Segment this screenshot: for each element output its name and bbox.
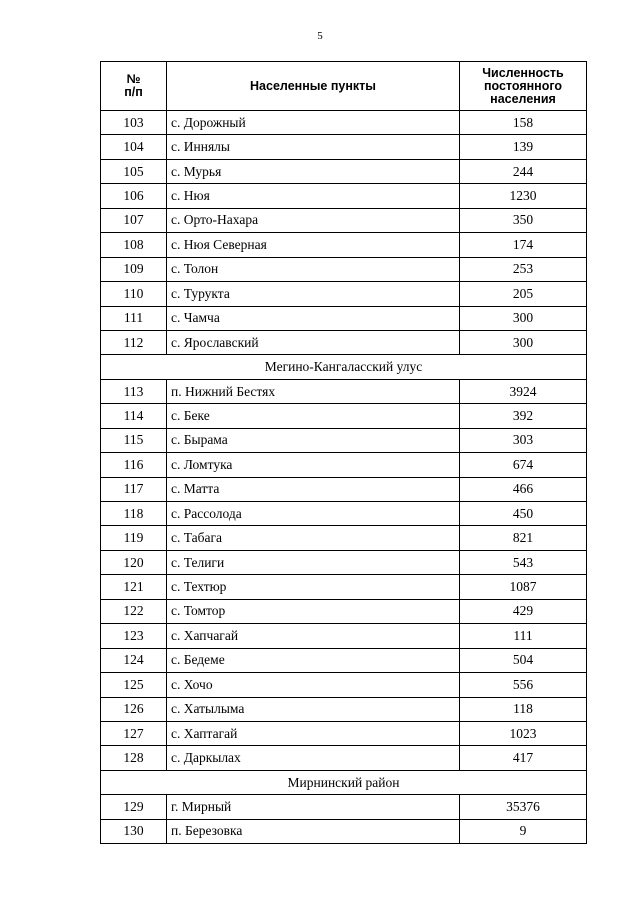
row-settlement: г. Мирный (167, 795, 460, 819)
row-settlement: с. Хапчагай (167, 624, 460, 648)
row-number: 106 (101, 184, 167, 208)
table-row (101, 453, 587, 477)
header-settlements: Населенные пункты (167, 62, 460, 111)
table-row (101, 208, 587, 232)
row-number: 115 (101, 428, 167, 452)
row-settlement: с. Телиги (167, 550, 460, 574)
row-number: 126 (101, 697, 167, 721)
row-population: 504 (460, 648, 587, 672)
row-number: 114 (101, 404, 167, 428)
row-settlement: с. Хочо (167, 673, 460, 697)
table-row (101, 282, 587, 306)
row-settlement: п. Березовка (167, 819, 460, 843)
row-settlement: с. Нюя (167, 184, 460, 208)
row-population: 205 (460, 282, 587, 306)
settlements-table (100, 61, 587, 844)
row-population: 556 (460, 673, 587, 697)
row-settlement: п. Нижний Бестях (167, 379, 460, 403)
row-settlement: с. Табага (167, 526, 460, 550)
row-settlement: с. Дорожный (167, 111, 460, 135)
row-settlement: с. Рассолода (167, 502, 460, 526)
table-row (101, 624, 587, 648)
row-settlement: с. Ярославский (167, 330, 460, 354)
row-number: 128 (101, 746, 167, 770)
table-row (101, 673, 587, 697)
row-number: 120 (101, 550, 167, 574)
row-population: 253 (460, 257, 587, 281)
row-settlement: с. Даркылах (167, 746, 460, 770)
row-number: 118 (101, 502, 167, 526)
section-title: Мегино-Кангаласский улус (101, 355, 587, 379)
row-number: 127 (101, 721, 167, 745)
table-row (101, 550, 587, 574)
table-body (101, 111, 587, 844)
row-settlement: с. Томтор (167, 599, 460, 623)
row-population: 139 (460, 135, 587, 159)
row-population: 303 (460, 428, 587, 452)
row-population: 429 (460, 599, 587, 623)
row-population: 350 (460, 208, 587, 232)
row-settlement: с. Чамча (167, 306, 460, 330)
section-header-row (101, 770, 587, 794)
row-settlement: с. Хатылыма (167, 697, 460, 721)
row-settlement: с. Турукта (167, 282, 460, 306)
row-population: 111 (460, 624, 587, 648)
row-settlement: с. Матта (167, 477, 460, 501)
row-population: 821 (460, 526, 587, 550)
table-row (101, 795, 587, 819)
header-number: № п/п (101, 62, 167, 111)
row-settlement: с. Нюя Северная (167, 233, 460, 257)
table-row (101, 648, 587, 672)
table-row (101, 306, 587, 330)
table-row (101, 159, 587, 183)
table-row (101, 819, 587, 843)
row-settlement: с. Техтюр (167, 575, 460, 599)
row-population: 450 (460, 502, 587, 526)
row-number: 104 (101, 135, 167, 159)
table-row (101, 721, 587, 745)
table-header-row (101, 62, 587, 111)
table-row (101, 233, 587, 257)
row-number: 103 (101, 111, 167, 135)
row-number: 111 (101, 306, 167, 330)
row-population: 9 (460, 819, 587, 843)
row-number: 117 (101, 477, 167, 501)
section-title: Мирнинский район (101, 770, 587, 794)
table-row (101, 697, 587, 721)
row-number: 119 (101, 526, 167, 550)
section-header-row (101, 355, 587, 379)
table-row (101, 111, 587, 135)
row-number: 105 (101, 159, 167, 183)
row-population: 1087 (460, 575, 587, 599)
row-number: 109 (101, 257, 167, 281)
row-population: 158 (460, 111, 587, 135)
row-population: 244 (460, 159, 587, 183)
table-row (101, 404, 587, 428)
row-population: 1230 (460, 184, 587, 208)
row-settlement: с. Иннялы (167, 135, 460, 159)
row-population: 674 (460, 453, 587, 477)
row-number: 112 (101, 330, 167, 354)
row-number: 123 (101, 624, 167, 648)
table-row (101, 599, 587, 623)
row-number: 125 (101, 673, 167, 697)
row-population: 466 (460, 477, 587, 501)
row-settlement: с. Толон (167, 257, 460, 281)
row-settlement: с. Бедеме (167, 648, 460, 672)
row-population: 174 (460, 233, 587, 257)
table-row (101, 502, 587, 526)
row-settlement: с. Беке (167, 404, 460, 428)
row-population: 392 (460, 404, 587, 428)
row-population: 35376 (460, 795, 587, 819)
row-settlement: с. Ломтука (167, 453, 460, 477)
row-number: 121 (101, 575, 167, 599)
row-number: 108 (101, 233, 167, 257)
row-number: 130 (101, 819, 167, 843)
table-row (101, 477, 587, 501)
row-number: 122 (101, 599, 167, 623)
table-row (101, 526, 587, 550)
table-row (101, 257, 587, 281)
table-row (101, 746, 587, 770)
row-population: 1023 (460, 721, 587, 745)
page-number: 5 (317, 30, 323, 42)
row-settlement: с. Орто-Нахара (167, 208, 460, 232)
header-population: Численность постоянного населения (460, 62, 587, 111)
row-number: 124 (101, 648, 167, 672)
row-population: 543 (460, 550, 587, 574)
row-number: 107 (101, 208, 167, 232)
row-number: 110 (101, 282, 167, 306)
row-settlement: с. Бырама (167, 428, 460, 452)
row-settlement: с. Хаптагай (167, 721, 460, 745)
row-settlement: с. Мурья (167, 159, 460, 183)
row-population: 300 (460, 306, 587, 330)
row-number: 113 (101, 379, 167, 403)
table-row (101, 575, 587, 599)
table-row (101, 184, 587, 208)
table-row (101, 330, 587, 354)
row-population: 118 (460, 697, 587, 721)
row-population: 300 (460, 330, 587, 354)
table-row (101, 135, 587, 159)
row-population: 417 (460, 746, 587, 770)
row-population: 3924 (460, 379, 587, 403)
table-row (101, 428, 587, 452)
row-number: 116 (101, 453, 167, 477)
row-number: 129 (101, 795, 167, 819)
table-row (101, 379, 587, 403)
